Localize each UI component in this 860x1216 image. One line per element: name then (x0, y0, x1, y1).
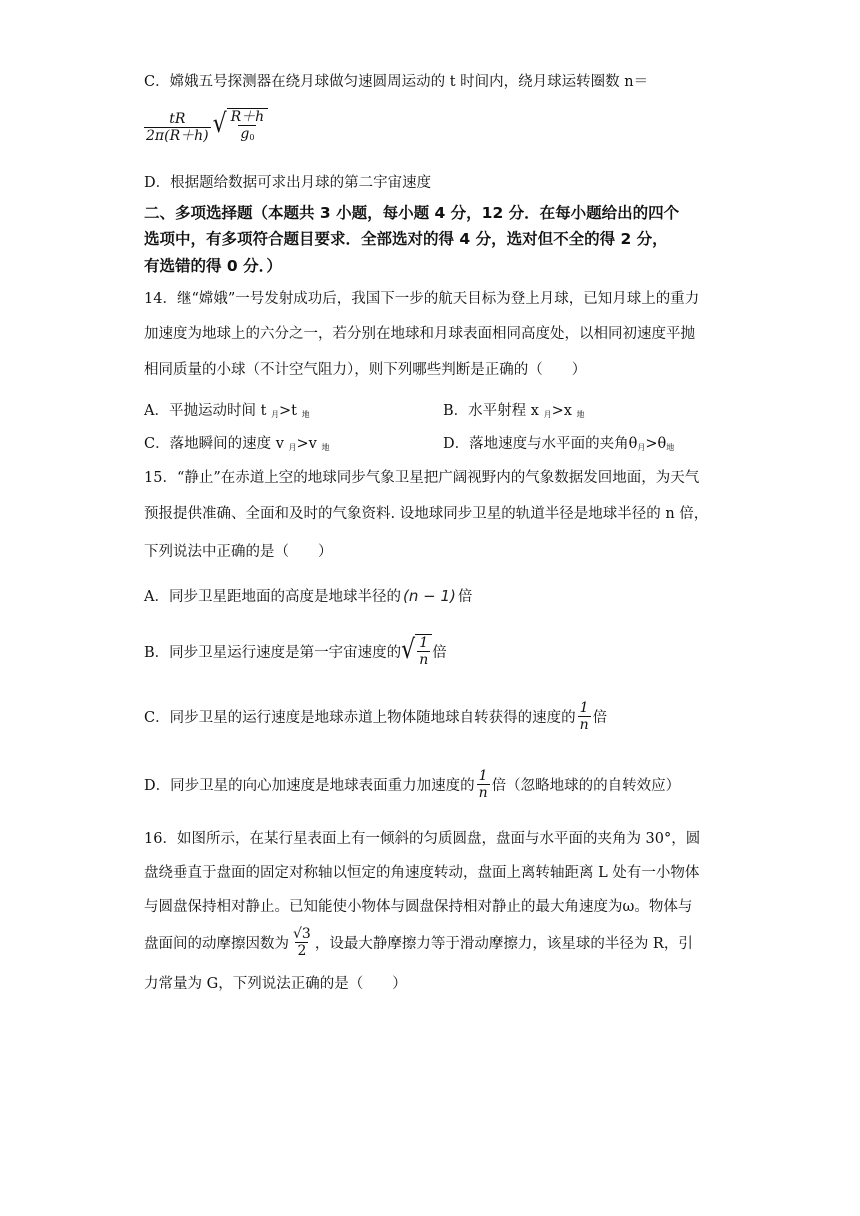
q13-option-c-text: C．嫦娥五号探测器在绕月球做匀速圆周运动的 t 时间内，绕月球运转圈数 n＝ (144, 74, 649, 90)
q14-stem-line-2: 加速度为地球上的六分之一，若分别在地球和月球表面相同高度处，以相同初速度平抛 (144, 326, 695, 342)
section-header-line-3: 有选错的得 0 分．） (144, 257, 282, 275)
q16-stem-line-2: 盘绕垂直于盘面的固定对称轴以恒定的角速度转动，盘面上离转轴距离 L 处有一小物体 (144, 865, 700, 881)
q15-option-a: A．同步卫星距地面的高度是地球半径的 (n − 1) 倍 (144, 587, 473, 605)
formula-numerator: tR (169, 110, 186, 127)
q14-option-d: D．落地速度与水平面的夹角$\theta_月>\theta_地$ (443, 436, 675, 452)
q14-option-b: B．水平射程 x $_月$>x $_地$ (443, 403, 585, 419)
q15-option-b-sqrt: √ $\frac{1}{n}$ (401, 634, 432, 668)
sqrt-denominator: g (240, 126, 250, 142)
q15-option-d-fraction: $\frac{1}{n}$ (478, 768, 488, 801)
sqrt-sign-icon: √ (401, 635, 416, 666)
formula-sqrt (213, 108, 269, 146)
q15-stem-line-1: 15．“静止”在赤道上空的地球同步气象卫星把广阔视野内的气象数据发回地面，为天气 (144, 470, 700, 486)
q15-option-c-fraction: $\frac{1}{n}$ (579, 700, 589, 733)
q15-stem-line-2: 预报提供准确、全面和及时的气象资料. 设地球同步卫星的轨道半径是地球半径的 n 倍， (144, 506, 709, 522)
q15-option-a-expr: (n − 1) (402, 587, 456, 605)
section-header-line-2: 选项中，有多项符合题目要求．全部选对的得 4 分，选对但不全的得 2 分， (144, 230, 668, 248)
q14-option-c: C．落地瞬间的速度 v $_月$>v $_地$ (144, 436, 330, 452)
q16-stem-line-1: 16．如图所示，在某行星表面上有一倾斜的匀质圆盘，盘面与水平面的夹角为 30°，圆 (144, 831, 701, 847)
sqrt-sign-icon: √ (212, 109, 227, 139)
q15-stem-line-3: 下列说法中正确的是（ ） (144, 544, 333, 560)
q14-stem-line-1: 14．继“嫦娥”一号发射成功后，我国下一步的航天目标为登上月球，已知月球上的重力 (144, 291, 700, 307)
q13-option-c-formula (144, 108, 268, 146)
q16-friction-fraction: $\frac{√3}{2}$ (293, 926, 311, 959)
q15-option-d: D．同步卫星的向心加速度是地球表面重力加速度的 $\frac{1}{n}$ 倍（忽略地球的的自转效应） (144, 768, 681, 801)
q16-stem-line-5: 力常量为 G，下列说法正确的是（ ） (144, 976, 407, 992)
sqrt-denominator-sub: 0 (249, 133, 255, 142)
q13-option-d: D．根据题给数据可求出月球的第二宇宙速度 (144, 175, 432, 191)
q14-stem-line-3: 相同质量的小球（不计空气阻力），则下列哪些判断是正确的（ ） (144, 362, 587, 378)
q16-stem-line-3: 与圆盘保持相对静止。已知能使小物体与圆盘保持相对静止的最大角速度为ω。物体与 (144, 899, 693, 915)
section-header-line-1: 二、多项选择题（本题共 3 小题，每小题 4 分，12 分．在每小题给出的四个 (144, 204, 680, 222)
q15-option-c: C．同步卫星的运行速度是地球赤道上物体随地球自转获得的速度的 $\frac{1}{n}$ 倍 (144, 700, 608, 733)
formula-fraction (144, 111, 211, 144)
formula-denominator: 2π(R＋h) (146, 127, 209, 144)
sqrt-numerator: R＋h (230, 109, 265, 125)
q15-option-b: B．同步卫星运行速度是第一宇宙速度的 √ $\frac{1}{n}$ 倍 (144, 634, 447, 668)
q16-stem-line-4: 盘面间的动摩擦因数为 $\frac{√3}{2}$ ，设最大静摩擦力等于滑动摩擦力，该星球的半径为 R，引 (144, 926, 693, 959)
q14-option-a: A．平抛运动时间 t $_月$>t $_地$ (144, 403, 310, 419)
